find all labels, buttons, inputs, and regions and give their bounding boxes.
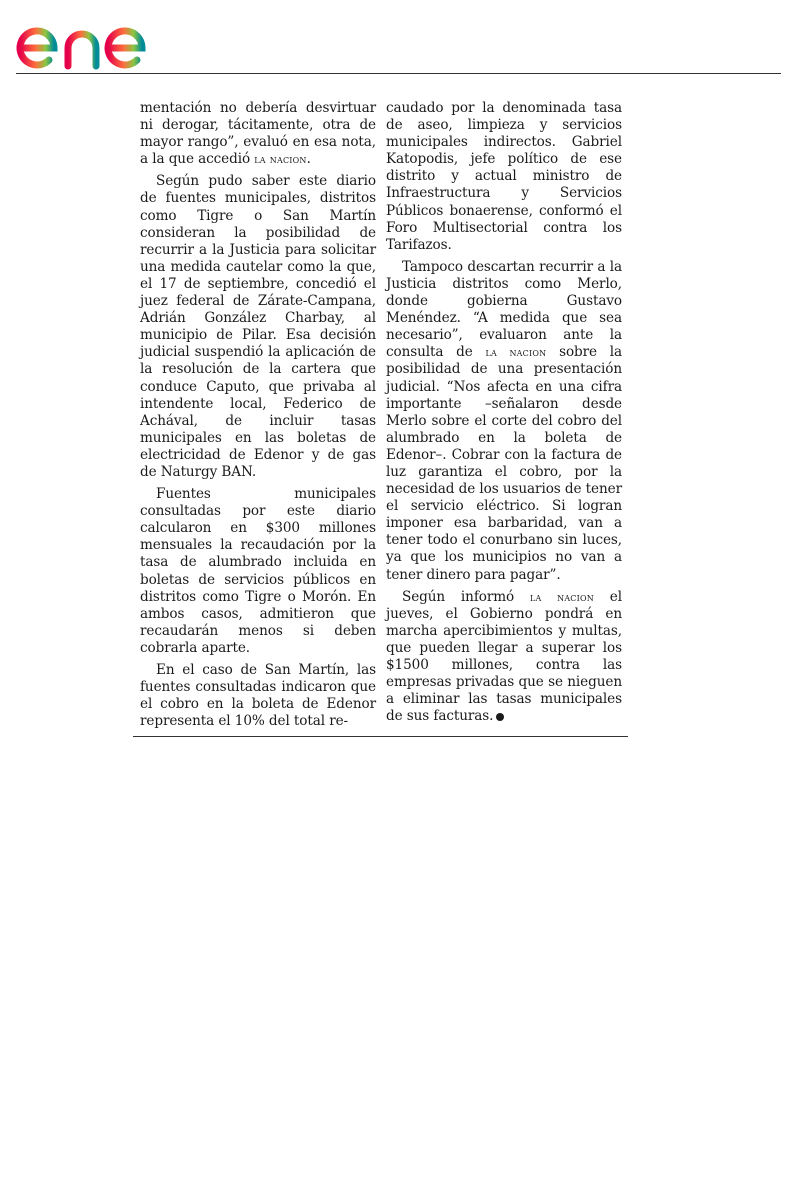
article-column-right [386, 100, 622, 735]
paragraph-text: el jueves, el Gobierno pondrá en marcha apercibimientos y multas, que pueden llegar a superar los $1500 millones, contra las empresas privadas que se nieguen a eliminar las tasas municipales de sus facturas. [386, 588, 622, 725]
newspaper-name: la nacion [485, 345, 547, 360]
paragraph [140, 100, 376, 168]
paragraph-text: . [306, 151, 311, 168]
paragraph [386, 259, 622, 584]
paragraph: caudado por la denominada tasa de aseo, limpieza y servicios municipales indirectos. Gabriel Katopodis, jefe político de ese distrito y actual ministro de Infraestructura y Servicios Públicos bonaerense, conformó el Foro Multisectorial contra los Tarifazos. [386, 100, 622, 253]
paragraph-text: Tampoco descartan recurrir a la Justicia distritos como Merlo, donde gobierna Gustavo Menéndez. “A medida que sea necesario”, evaluaron ante la consulta de [386, 258, 622, 361]
paragraph [386, 589, 622, 726]
header-divider [16, 73, 781, 74]
paragraph: Fuentes municipales consultadas por este diario calcularon en $300 millones mensuales la recaudación por la tasa de alumbrado incluida en boletas de servicios públicos en distritos como Tigre o Morón. En ambos casos, admitieron que recaudarán menos si deben cobrarla aparte. [140, 486, 376, 656]
paragraph: En el caso de San Martín, las fuentes consultadas indicaron que el cobro en la boleta de Edenor representa el 10% del total re- [140, 662, 376, 730]
enel-logo [14, 8, 182, 70]
paragraph-text: sobre la posibilidad de una presentación judicial. “Nos afecta en una cifra importante –señalaron desde Merlo sobre el corte del cobro del alumbrado en la boleta de Edenor–. Cobrar con la factura de luz garantiza el cobro, por la necesidad de los usuarios de tener el servicio eléctrico. Si logran imponer esa barbaridad, van a tener todo el conurbano sin luces, ya que los municipios no van a tener dinero para pagar”. [386, 344, 622, 583]
paragraph-text: mentación no debería desvirtuar ni derogar, tácitamente, otra de mayor rango”, evaluó en esa nota, a la que accedió [140, 100, 376, 168]
newspaper-name: la nacion [529, 589, 594, 604]
footer-divider [133, 736, 628, 737]
paragraph-text: Según informó [402, 588, 515, 605]
end-of-article-bullet-icon [496, 713, 504, 721]
paragraph: Según pudo saber este diario de fuentes municipales, distritos como Tigre o San Martín consideran la posibilidad de recurrir a la Justicia para solicitar una medida cautelar como la que, el 17 de septiembre, concedió el juez federal de Zárate-Campana, Adrián González Charbay, al municipio de Pilar. Esa decisión judicial suspendió la aplicación de la resolución de la cartera que conduce Caputo, que privaba al intendente local, Federico de Achával, de incluir tasas municipales en las boletas de electricidad de Edenor y de gas de Naturgy BAN. [140, 173, 376, 480]
article-body [140, 100, 622, 735]
page-header [0, 0, 800, 80]
article-column-left [140, 100, 376, 735]
newspaper-name: la nacion [254, 152, 307, 167]
